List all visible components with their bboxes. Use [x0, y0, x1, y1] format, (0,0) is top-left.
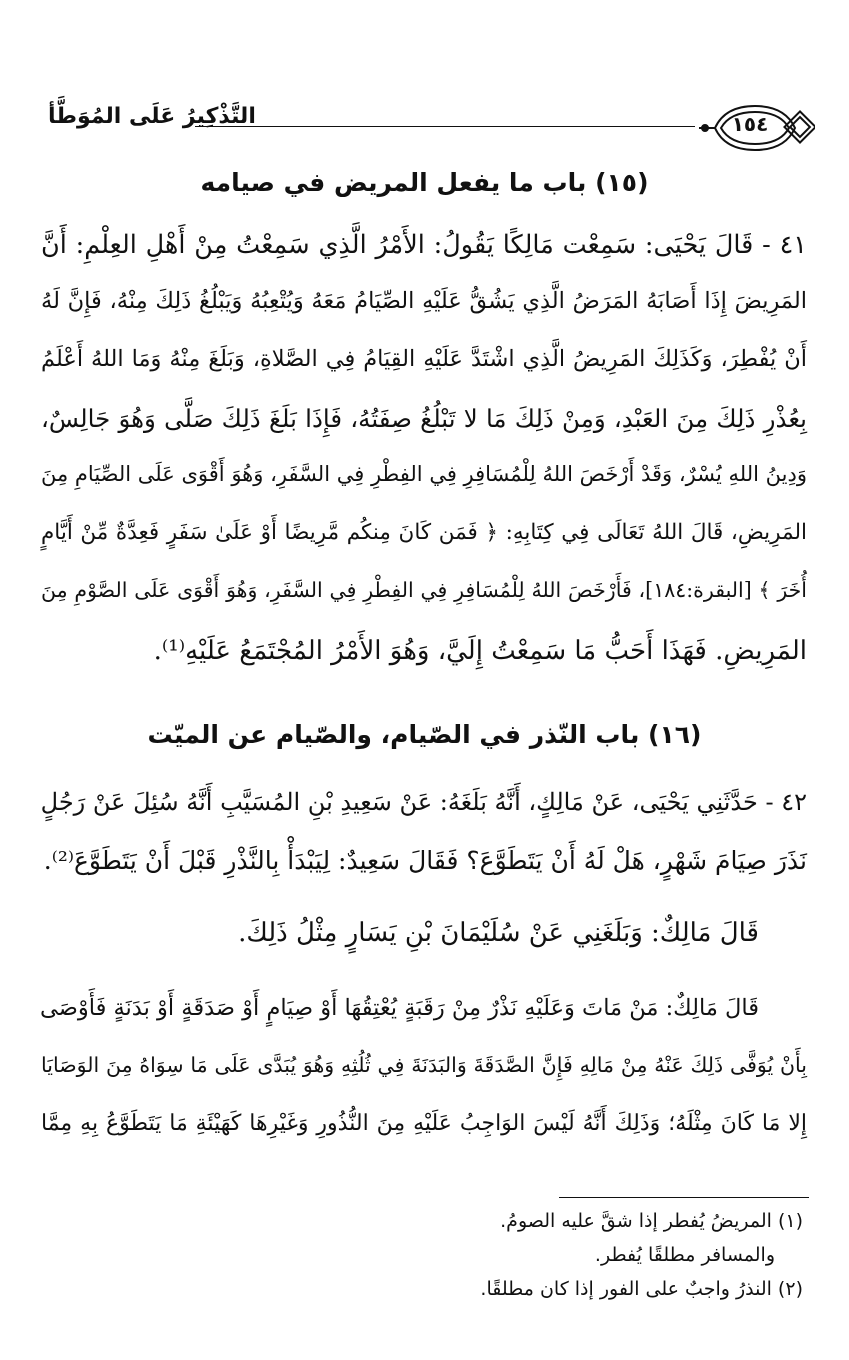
text-line: قَالَ مَالِكٌ: مَنْ مَاتَ وَعَلَيْهِ نَذْرٌ مِنْ رَقَبَةٍ يُعْتِقُهَا أَوْ صِيَامٍ أَوْ صَدَقَةٍ أَوْ بَدَنَةٍ فَأَوْصَى	[39, 995, 759, 1021]
chapter-heading-16: (١٦) باب النّذر في الصّيام، والصّيام عن الميّت	[147, 720, 702, 749]
text-line: ٤٢ - حَدَّثَنِي يَحْيَى، عَنْ مَالِكٍ، أَنَّهُ بَلَغَهُ: عَنْ سَعِيدِ بْنِ المُسَيَّبِ أَنَّهُ سُئِلَ عَنْ رَجُلٍ	[40, 788, 807, 816]
text-line: ٤١ - قَالَ يَحْيَى: سَمِعْت مَالِكًا يَقُولُ: الأَمْرُ الَّذِي سَمِعْتُ مِنْ أَهْلِ العِلْمِ: أَنَّ	[41, 230, 807, 260]
text-line: أُخَرَ ﴾ [البقرة:١٨٤]، فَأَرْخَصَ اللهُ لِلْمُسَافِرِ فِي الفِطْرِ فِي السَّفَرِ، وَهُوَ أَقْوَى عَلَى الصَّوْمِ مِنَ	[41, 578, 807, 602]
header-rule	[195, 126, 695, 127]
text-line: وَدِينُ اللهِ يُسْرٌ، وَقَدْ أَرْخَصَ اللهُ لِلْمُسَافِرِ فِي الفِطْرِ فِي السَّفَرِ، وَهُوَ أَقْوَى عَلَى الصِّيَامِ مِنَ	[41, 462, 807, 486]
text-line: بِعُذْرِ ذَلِكَ مِنَ العَبْدِ، وَمِنْ ذَلِكَ مَا لا تَبْلُغُ صِفَتُهُ، فَإِذَا بَلَغَ ذَلِكَ صَلَّى وَهُوَ جَالِسٌ،	[41, 404, 807, 433]
book-title: التَّذْكِيرُ عَلَى المُوَطَّأ	[48, 104, 256, 129]
text-line: المَرِيضَ إِذَا أَصَابَهُ المَرَضُ الَّذِي يَشُقُّ عَلَيْهِ الصِّيَامُ مَعَهُ وَيُتْعِبُهُ وَيَبْلُغُ ذَلِكَ مِنْهُ، فَإِنَّ لَهُ	[41, 288, 807, 314]
text-line: المَرِيضِ. فَهَذَا أَحَبُّ مَا سَمِعْتُ إِلَيَّ، وَهُوَ الأَمْرُ المُجْتَمَعُ عَلَيْهِ⁽¹⁾.	[153, 636, 807, 666]
page-number: ١٥٤	[731, 112, 769, 136]
text-line: نَذَرَ صِيَامَ شَهْرٍ، هَلْ لَهُ أَنْ يَتَطَوَّعَ؟ فَقَالَ سَعِيدٌ: لِيَبْدَأْ بِالنَّذْرِ قَبْلَ أَنْ يَتَطَوَّعَ⁽²⁾.	[43, 846, 807, 875]
footnote-1: (١) المريضُ يُفطر إذا شقَّ عليه الصومُ.	[500, 1210, 803, 1232]
chapter-heading-15: (١٥) باب ما يفعل المريض في صيامه	[200, 168, 649, 197]
footnote-rule	[559, 1197, 809, 1198]
text-line: إِلا مَا كَانَ مِثْلَهُ؛ وَذَلِكَ أَنَّهُ لَيْسَ الوَاجِبُ عَلَيْهِ مِنَ النُّذُورِ وَغَيْرِهَا كَهَيْئَةِ مَا يَتَطَوَّعُ بِهِ مِمَّا	[41, 1111, 807, 1136]
text-line: أَنْ يُفْطِرَ، وَكَذَلِكَ المَرِيضُ الَّذِي اشْتَدَّ عَلَيْهِ القِيَامُ فِي الصَّلاةِ، وَبَلَغَ مِنْهُ وَمَا اللهُ أَعْلَمُ	[41, 346, 807, 372]
text-line: بِأَنْ يُوَفَّى ذَلِكَ عَنْهُ مِنْ مَالِهِ فَإِنَّ الصَّدَقَةَ وَالبَدَنَةَ فِي ثُلُثِهِ وَهُوَ يُبَدَّى عَلَى مَا سِوَاهُ مِنَ الوَصَايَا	[41, 1053, 807, 1077]
footnote-2: (٢) النذرُ واجبٌ على الفور إذا كان مطلقًا.	[480, 1278, 803, 1300]
footnote-1-continuation: والمسافر مطلقًا يُفطر.	[594, 1244, 775, 1266]
text-line: قَالَ مَالِكٌ: وَبَلَغَنِي عَنْ سُلَيْمَانَ بْنِ يَسَارٍ مِثْلُ ذَلِكَ.	[238, 918, 759, 948]
text-line: المَرِيضِ، قَالَ اللهُ تَعَالَى فِي كِتَابِهِ: ﴿ فَمَن كَانَ مِنكُم مَّرِيضًا أَوْ عَلَىٰ سَفَرٍ فَعِدَّةٌ مِّنْ أَيَّامٍ	[41, 520, 807, 545]
page-header	[40, 98, 810, 158]
